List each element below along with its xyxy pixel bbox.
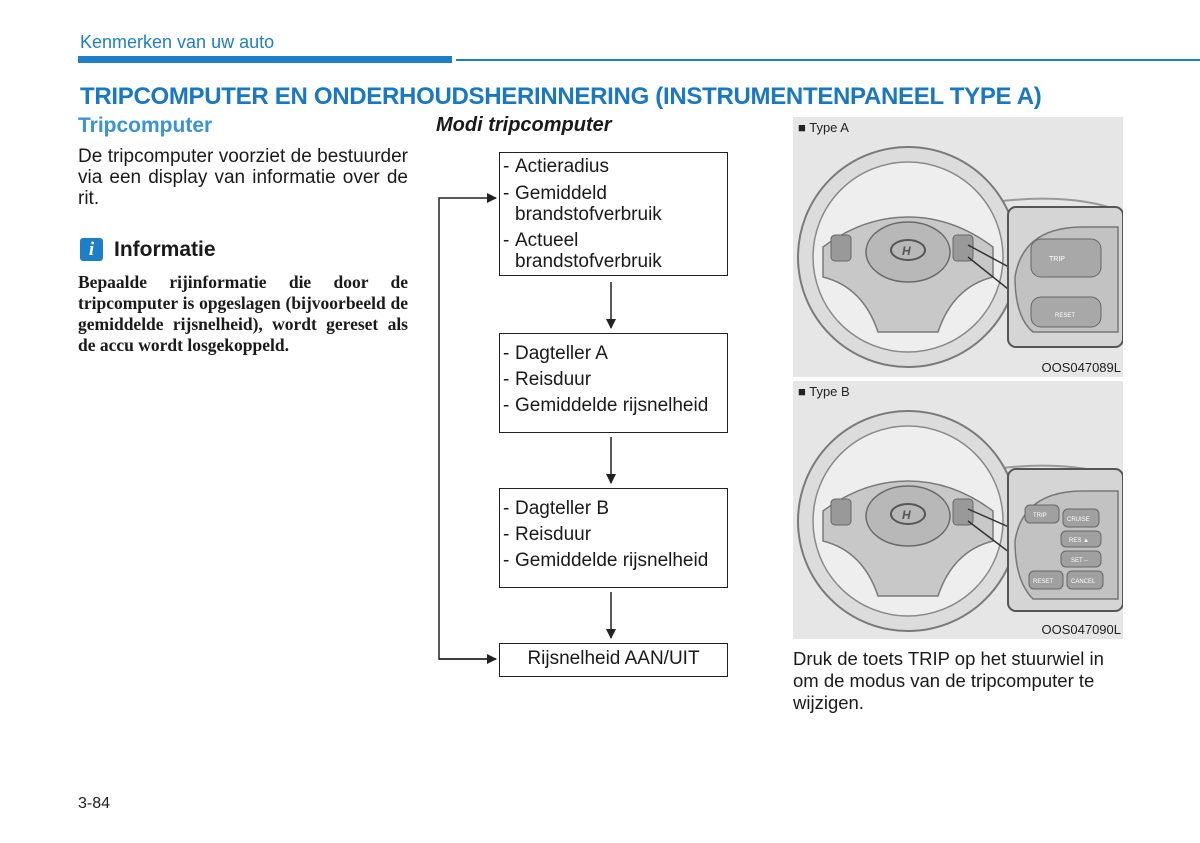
reset-button-label: RESET xyxy=(1055,313,1076,319)
intro-paragraph: De tripcomputer voorziet de bestuurder via een display van informatie over de rit. xyxy=(78,146,408,209)
flow-item: - Actueel brandstofverbruik xyxy=(503,230,662,272)
figure-a-label: ■ Type A xyxy=(798,120,849,135)
figure-b-label: ■ Type B xyxy=(798,384,850,399)
svg-text:H: H xyxy=(902,508,911,522)
trip-button-label: TRIP xyxy=(1033,513,1047,519)
flow-item: - Dagteller B xyxy=(503,498,609,519)
tripcomputer-heading: Tripcomputer xyxy=(78,114,213,137)
figure-type-b xyxy=(793,381,1123,639)
flow-item: - Gemiddelde rijsnelheid xyxy=(503,550,709,571)
set-button-label: SET – xyxy=(1071,558,1088,564)
trip-button-label: TRIP xyxy=(1049,256,1065,263)
cruise-button-label: CRUISE xyxy=(1067,517,1090,523)
page-number: 3-84 xyxy=(78,795,111,812)
info-icon: i xyxy=(80,238,103,261)
page-title: TRIPCOMPUTER EN ONDERHOUDSHERINNERING (INSTRUMENTENPANEEL TYPE A) xyxy=(80,83,1042,110)
info-title: Informatie xyxy=(114,238,216,261)
figure-type-a xyxy=(793,117,1123,377)
reset-button-label: RESET xyxy=(1033,579,1054,585)
header-rule-thick xyxy=(78,56,452,63)
figure-caption: Druk de toets TRIP op het stuurwiel in om de modus van de tripcomputer te wijzigen. xyxy=(793,648,1104,713)
flow-item: - Gemiddelde rijsnelheid xyxy=(503,395,709,416)
steering-wheel-b-illustration xyxy=(793,381,1123,639)
flow-item: - Dagteller A xyxy=(503,343,608,364)
flow-item: - Actieradius xyxy=(503,156,609,177)
flow-box-3 xyxy=(499,488,728,588)
flow-title: Modi tripcomputer xyxy=(436,114,612,136)
flow-item: - Reisduur xyxy=(503,369,592,390)
flow-item: - Gemiddeld brandstofverbruik xyxy=(503,183,662,225)
cancel-button-label: CANCEL xyxy=(1071,579,1096,585)
flow-box-4: Rijsnelheid AAN/UIT xyxy=(499,643,728,677)
flow-box-1 xyxy=(499,152,728,276)
res-button-label: RES ▲ xyxy=(1069,538,1089,544)
section-label: Kenmerken van uw auto xyxy=(80,32,275,52)
arrow-loop-back xyxy=(439,198,496,659)
steering-wheel-a-illustration xyxy=(793,117,1123,377)
svg-text:H: H xyxy=(902,244,911,258)
figure-b-code: OOS047090L xyxy=(1041,622,1121,637)
flow-box-2 xyxy=(499,333,728,433)
figure-a-code: OOS047089L xyxy=(1041,360,1121,375)
info-text: Bepaalde rijinformatie die door de tripcomputer is opgeslagen (bijvoorbeeld de gemiddelde rijsnelheid), wordt gereset als de accu wordt losgekoppeld. xyxy=(78,272,408,355)
header-rule-thin xyxy=(456,59,1200,61)
flow-item: - Reisduur xyxy=(503,524,592,545)
